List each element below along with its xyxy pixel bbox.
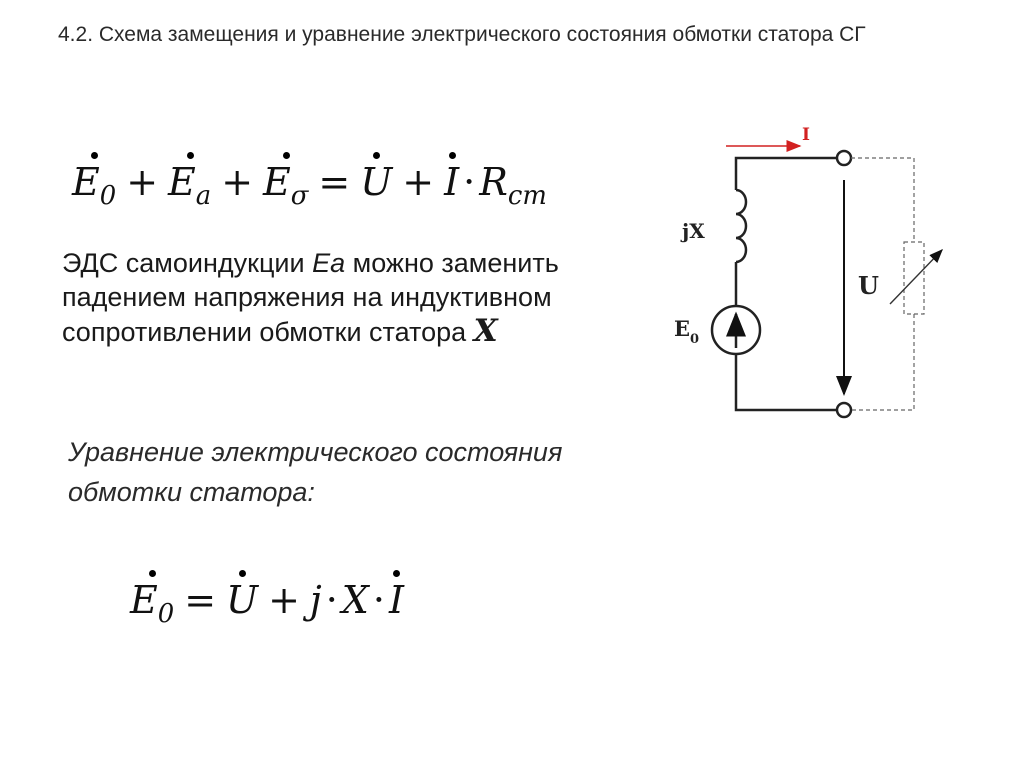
current-label: I (802, 125, 810, 145)
equivalent-circuit-diagram (660, 110, 980, 430)
imaginary-j: j (309, 578, 322, 622)
phasor-e0: $E_0$ (130, 578, 174, 629)
variable-load-arrow (890, 250, 942, 304)
reactance-label: jX (682, 219, 705, 243)
phasor-u: U (360, 160, 392, 204)
voltage-label: U (858, 271, 879, 300)
load-wire-top (851, 158, 914, 242)
equation-emf-sum: $E_0$ + $E_a$ + $E_\sigma$ = U + I · $R_{cm}$ (72, 160, 547, 211)
equation-caption: Уравнение электрического состояния обмотки статора: (68, 437, 563, 507)
phasor-u: U (226, 578, 258, 622)
phasor-i: I (444, 160, 459, 204)
load-wire-bottom (851, 314, 914, 410)
resistance-rcm: $R_{cm}$ (479, 160, 547, 212)
inductor-coil (736, 190, 746, 262)
equation-stator-state: $E_0$ = U + j · X · I (130, 578, 404, 629)
phasor-i: I (389, 578, 404, 622)
slide-title: 4.2. Схема замещения и уравнение электрического состояния обмотки статора СГ (58, 23, 866, 46)
phasor-ea: $E_a$ (168, 160, 211, 211)
explanation-paragraph: ЭДС самоиндукции Ea можно заменить падением напряжения на индуктивном сопротивлении обмотки статора X (62, 248, 559, 349)
reactance-x: X (341, 578, 369, 622)
top-wire (736, 158, 836, 190)
source-label: $E_0$ (674, 316, 700, 347)
phasor-esigma: $E_\sigma$ (263, 160, 308, 211)
variable-load (904, 242, 924, 314)
terminal-top (837, 151, 851, 165)
phasor-e0: $E_0$ (72, 160, 116, 211)
bottom-wire (736, 354, 836, 410)
terminal-bottom (837, 403, 851, 417)
